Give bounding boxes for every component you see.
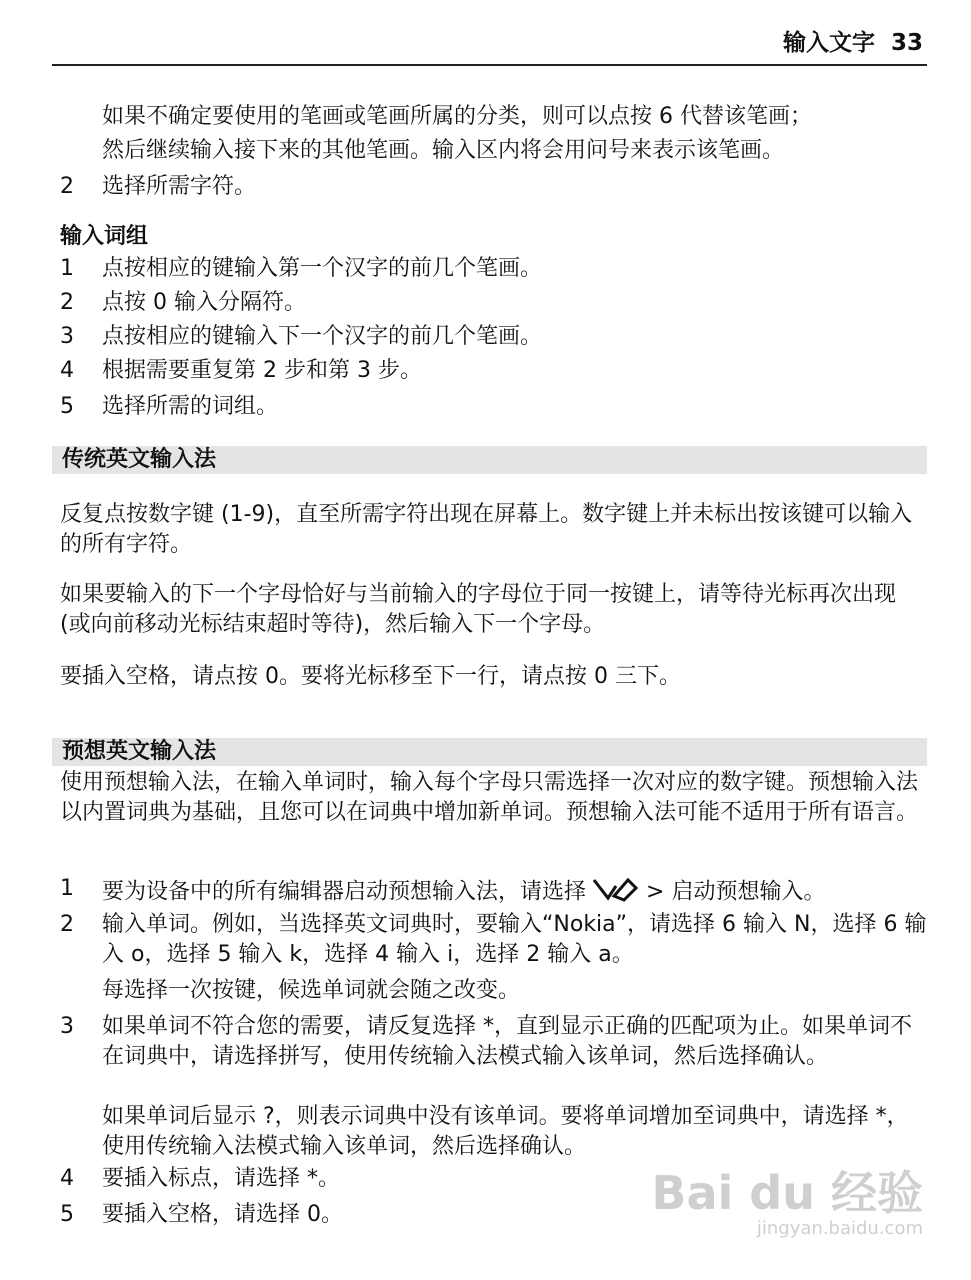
header-section: 输入文字 (782, 30, 875, 56)
step-number: 3 (60, 324, 74, 349)
step-note: 如果单词后显示 ?，则表示词典中没有该单词。要将单词增加至词典中，请选择 *，使用传统输入法模式输入该单词，然后选择确认。 (102, 1104, 909, 1159)
step-text: 要插入空格，请选择 0。 (102, 1202, 343, 1227)
step-number: 2 (60, 912, 74, 937)
step-text: 点按相应的键输入下一个汉字的前几个笔画。 (102, 324, 543, 349)
step-number: 2 (60, 174, 74, 199)
step-number: 5 (60, 394, 74, 419)
step-number: 2 (60, 290, 74, 315)
step-text: 点按 0 输入分隔符。 (102, 290, 306, 315)
watermark (651, 1168, 923, 1240)
pencil-check-icon (592, 874, 640, 911)
intro-line-1: 如果不确定要使用的笔画或笔画所属的分类，则可以点按 6 代替该笔画； (102, 104, 812, 129)
watermark-url: jingyan.baidu.com (756, 1218, 923, 1239)
page-number: 33 (890, 30, 923, 56)
traditional-paragraph-1: 反复点按数字键 (1-9)，直至所需字符出现在屏幕上。数字键上并未标出按该键可以输入的所有字符。 (60, 502, 913, 557)
step-text: 点按相应的键输入第一个汉字的前几个笔画。 (102, 256, 543, 281)
traditional-paragraph-3: 要插入空格，请点按 0。要将光标移至下一行，请点按 0 三下。 (60, 664, 681, 689)
step-text: 根据需要重复第 2 步和第 3 步。 (102, 358, 422, 383)
step-text: 如果单词不符合您的需要，请反复选择 *，直到显示正确的匹配项为止。如果单词不在词典中，请选择拼写，使用传统输入法模式输入该单词，然后选择确认。 (102, 1014, 912, 1069)
step-text (102, 874, 930, 911)
running-header (767, 28, 923, 58)
predictive-paragraph: 使用预想输入法，在输入单词时，输入每个字母只需选择一次对应的数字键。预想输入法以内置词典为基础，且您可以在词典中增加新单词。预想输入法可能不适用于所有语言。 (60, 770, 919, 825)
header-rule (52, 64, 927, 66)
traditional-paragraph-2: 如果要输入的下一个字母恰好与当前输入的字母位于同一按键上，请等待光标再次出现 (或向前移动光标结束超时等待)，然后输入下一个字母。 (60, 582, 897, 637)
step-note: 每选择一次按键，候选单词就会随之改变。 (102, 978, 521, 1003)
step-text: 选择所需字符。 (102, 174, 257, 199)
step-number: 4 (60, 1166, 74, 1191)
predictive-heading: 预想英文输入法 (52, 738, 927, 766)
step-text-after: > 启动预想输入。 (646, 879, 826, 905)
step-text: 选择所需的词组。 (102, 394, 279, 419)
phrases-heading: 输入词组 (60, 224, 149, 249)
step-number: 5 (60, 1202, 74, 1227)
step-text: 输入单词。例如，当选择英文词典时，要输入“Nokia”，请选择 6 输入 N，选择 6 输入 o，选择 5 输入 k，选择 4 输入 i，选择 2 输入 a。 (102, 912, 927, 967)
step-text: 要插入标点，请选择 *。 (102, 1166, 340, 1191)
step-number: 1 (60, 876, 74, 901)
traditional-heading: 传统英文输入法 (52, 446, 927, 474)
watermark-brand: Bai du 经验 (651, 1166, 923, 1220)
step-text-before: 要为设备中的所有编辑器启动预想输入法，请选择 (102, 879, 587, 905)
step-number: 1 (60, 256, 74, 281)
step-number: 3 (60, 1014, 74, 1039)
step-number: 4 (60, 358, 74, 383)
intro-line-2: 然后继续输入接下来的其他笔画。输入区内将会用问号来表示该笔画。 (102, 138, 785, 163)
